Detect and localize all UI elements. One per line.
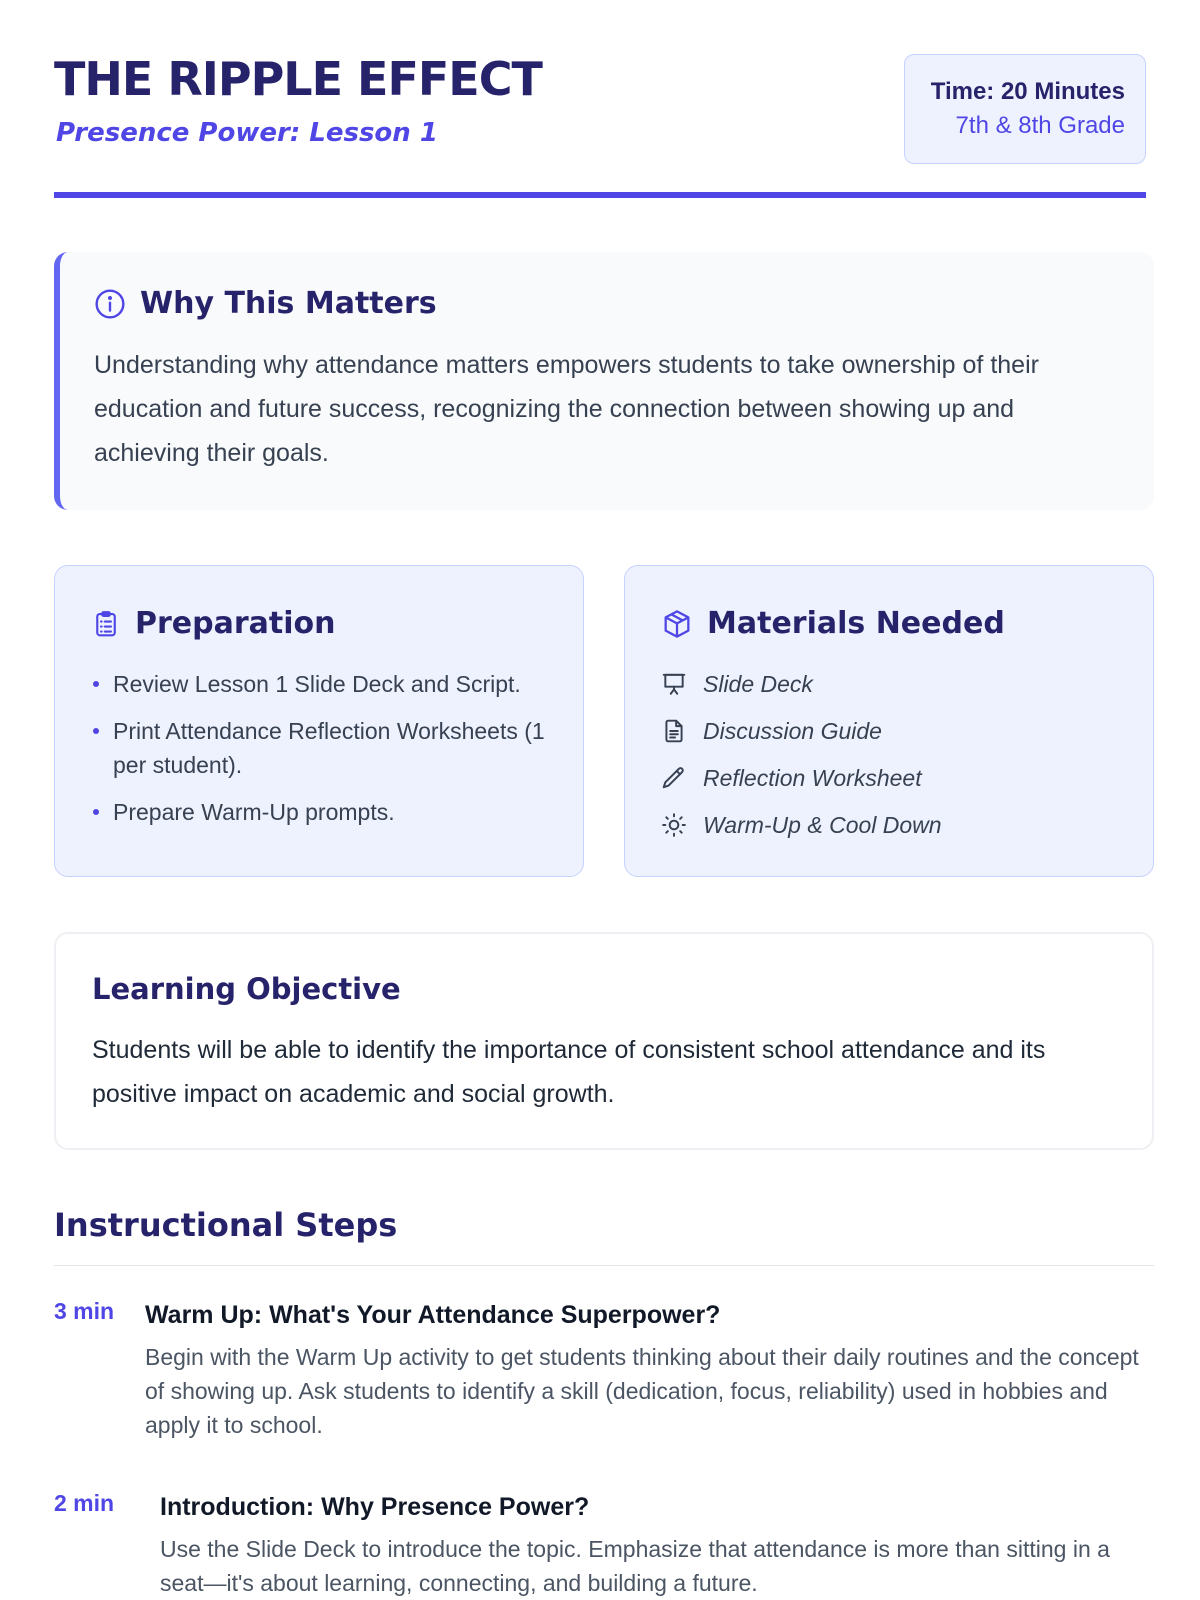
document-icon xyxy=(661,718,687,744)
material-label: Discussion Guide xyxy=(703,718,882,744)
pencil-icon xyxy=(661,765,687,791)
why-this-matters-box xyxy=(54,252,1154,510)
material-label: Slide Deck xyxy=(703,671,813,697)
step-title: Warm Up: What's Your Attendance Superpower? xyxy=(145,1301,721,1329)
time-grade-badge xyxy=(904,54,1146,164)
info-circle-icon xyxy=(94,288,126,320)
preparation-item: Review Lesson 1 Slide Deck and Script. xyxy=(91,667,547,701)
step-title: Introduction: Why Presence Power? xyxy=(160,1493,590,1521)
objective-heading: Learning Objective xyxy=(92,972,401,1006)
material-item xyxy=(661,714,1117,748)
objective-text: Students will be able to identify the importance of consistent school attendance and its positive impact on academic and social growth. xyxy=(92,1036,1046,1108)
why-text: Understanding why attendance matters empowers students to take ownership of their education and future success, recognizing the connection between showing up and achieving their goals. xyxy=(94,351,1039,467)
materials-card xyxy=(624,565,1154,877)
material-label: Warm-Up & Cool Down xyxy=(703,812,942,838)
preparation-card xyxy=(54,565,584,877)
page-subtitle: Presence Power: Lesson 1 xyxy=(56,118,438,148)
preparation-item: Prepare Warm-Up prompts. xyxy=(91,795,547,829)
grade-label: 7th & 8th Grade xyxy=(955,112,1125,139)
cube-icon xyxy=(661,608,693,640)
materials-heading: Materials Needed xyxy=(707,606,1005,641)
presentation-icon xyxy=(661,671,687,697)
lesson-header xyxy=(54,0,1146,198)
sun-icon xyxy=(661,812,687,838)
preparation-heading: Preparation xyxy=(135,606,336,641)
materials-list xyxy=(661,667,1117,842)
page-title: THE RIPPLE EFFECT xyxy=(54,52,542,106)
step-duration: 3 min xyxy=(54,1298,115,1324)
time-label: Time: 20 Minutes xyxy=(930,78,1125,105)
instructional-steps-heading: Instructional Steps xyxy=(54,1206,1154,1266)
material-item xyxy=(661,808,1117,842)
step-description: Begin with the Warm Up activity to get students thinking about their daily routines and the concept of showing up. Ask students to identify a skill (dedication, focus, reliability) used in hobbies and apply it to school. xyxy=(145,1344,1139,1438)
step-description: Use the Slide Deck to introduce the topic. Emphasize that attendance is more than sitting in a seat—it's about learning, connecting, and building a future. xyxy=(160,1536,1110,1596)
learning-objective-box xyxy=(54,932,1154,1150)
preparation-list xyxy=(91,667,547,829)
clipboard-list-icon xyxy=(91,609,121,639)
material-item xyxy=(661,761,1117,795)
material-item xyxy=(661,667,1117,701)
step-duration: 2 min xyxy=(54,1490,115,1516)
material-label: Reflection Worksheet xyxy=(703,765,922,791)
preparation-item: Print Attendance Reflection Worksheets (1 per student). xyxy=(91,714,547,782)
why-heading: Why This Matters xyxy=(140,286,437,321)
